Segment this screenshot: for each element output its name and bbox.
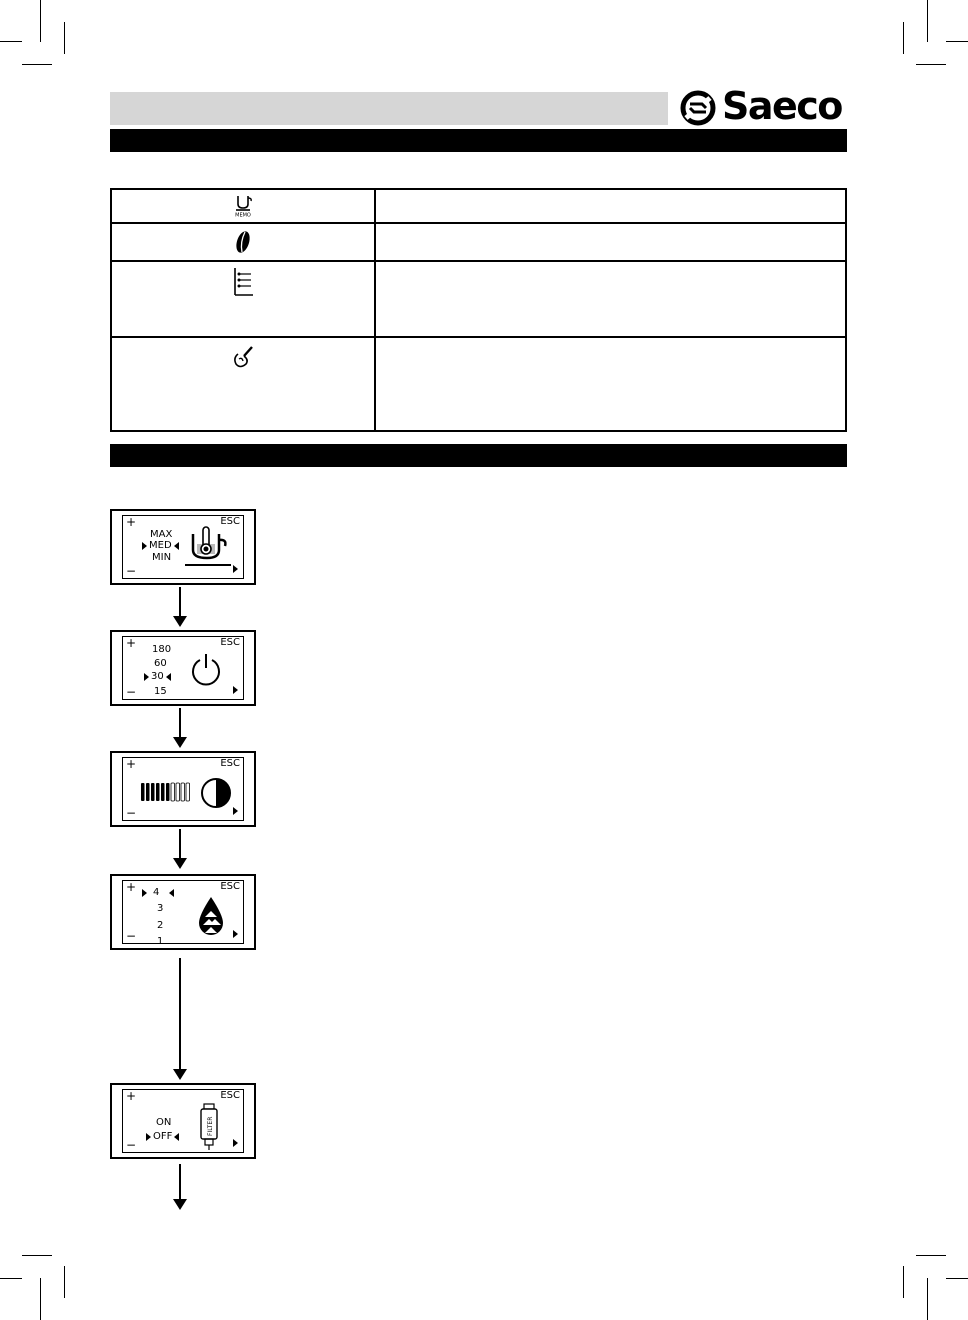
- option-180: 180: [152, 644, 172, 655]
- minus-key-label: −: [126, 564, 137, 578]
- option-1: 1: [157, 936, 164, 947]
- esc-key-label: ESC: [220, 1090, 240, 1101]
- option-60: 60: [154, 658, 167, 669]
- display-screen-contrast: [110, 751, 256, 827]
- plus-key-label: +: [126, 515, 137, 529]
- display-screen-standby: [110, 630, 256, 706]
- next-arrow-icon: [233, 807, 238, 815]
- esc-key-label: ESC: [220, 516, 240, 527]
- display-screen-water-filter: [110, 1083, 256, 1159]
- standby-power-icon: [189, 652, 223, 690]
- minus-key-label: −: [126, 685, 137, 699]
- filter-label: FILTER: [207, 1116, 214, 1136]
- description-cell: [375, 261, 846, 337]
- display-screen-temperature: [110, 509, 256, 585]
- minus-key-label: −: [126, 1138, 137, 1152]
- next-arrow-icon: [233, 930, 238, 938]
- option-max: MAX: [150, 529, 173, 540]
- table-row: [111, 189, 846, 223]
- next-arrow-icon: [233, 565, 238, 573]
- saeco-logo-icon: [680, 90, 716, 126]
- brand-logo: [680, 84, 850, 128]
- description-cell: [375, 223, 846, 261]
- option-med-selected: MED: [142, 540, 179, 551]
- table-row: [111, 223, 846, 261]
- esc-key-label: ESC: [220, 637, 240, 648]
- description-cell: [375, 189, 846, 223]
- display-screen-water-hardness: [110, 874, 256, 950]
- water-filter-icon: [199, 1102, 221, 1152]
- icon-cell: [111, 337, 375, 431]
- header-gray-bar: [110, 92, 668, 125]
- table-row: [111, 337, 846, 431]
- icon-cell: [111, 261, 375, 337]
- plus-key-label: +: [126, 757, 137, 771]
- option-15: 15: [154, 686, 167, 697]
- minus-key-label: −: [126, 929, 137, 943]
- option-off-selected: OFF: [146, 1131, 179, 1142]
- next-arrow-icon: [233, 1139, 238, 1147]
- icon-cell: [111, 223, 375, 261]
- menu-list-icon: [231, 266, 255, 298]
- plus-key-label: +: [126, 880, 137, 894]
- flow-arrow: [178, 958, 182, 1080]
- esc-key-label: ESC: [220, 881, 240, 892]
- cup-memo-icon: [230, 192, 256, 218]
- description-cell: [375, 337, 846, 431]
- section-header-band-1: [110, 129, 847, 152]
- minus-key-label: −: [126, 806, 137, 820]
- option-2: 2: [157, 920, 164, 931]
- plus-key-label: +: [126, 1089, 137, 1103]
- option-4-selected: 4: [142, 887, 174, 898]
- next-arrow-icon: [233, 686, 238, 694]
- brand-name: Saeco: [722, 84, 842, 128]
- contrast-level-bar: [141, 782, 193, 802]
- plus-key-label: +: [126, 636, 137, 650]
- icon-cell: [111, 189, 375, 223]
- option-3: 3: [157, 903, 164, 914]
- flow-arrow: [178, 1164, 182, 1210]
- option-min: MIN: [152, 552, 172, 563]
- memo-label: MEMO: [235, 212, 251, 218]
- section-header-band-2: [110, 444, 847, 467]
- coffee-bean-icon: [232, 228, 254, 256]
- water-hardness-icon: [195, 895, 227, 939]
- table-row: [111, 261, 846, 337]
- cleaning-brush-icon: [230, 344, 256, 372]
- option-30-selected: 30: [144, 671, 171, 682]
- option-on: ON: [156, 1117, 172, 1128]
- icon-legend-table: [110, 188, 847, 432]
- cup-temperature-icon: [185, 524, 235, 568]
- flow-arrow: [178, 708, 182, 748]
- flow-arrow: [178, 829, 182, 869]
- contrast-icon: [199, 776, 233, 810]
- flow-arrow: [178, 587, 182, 627]
- esc-key-label: ESC: [220, 758, 240, 769]
